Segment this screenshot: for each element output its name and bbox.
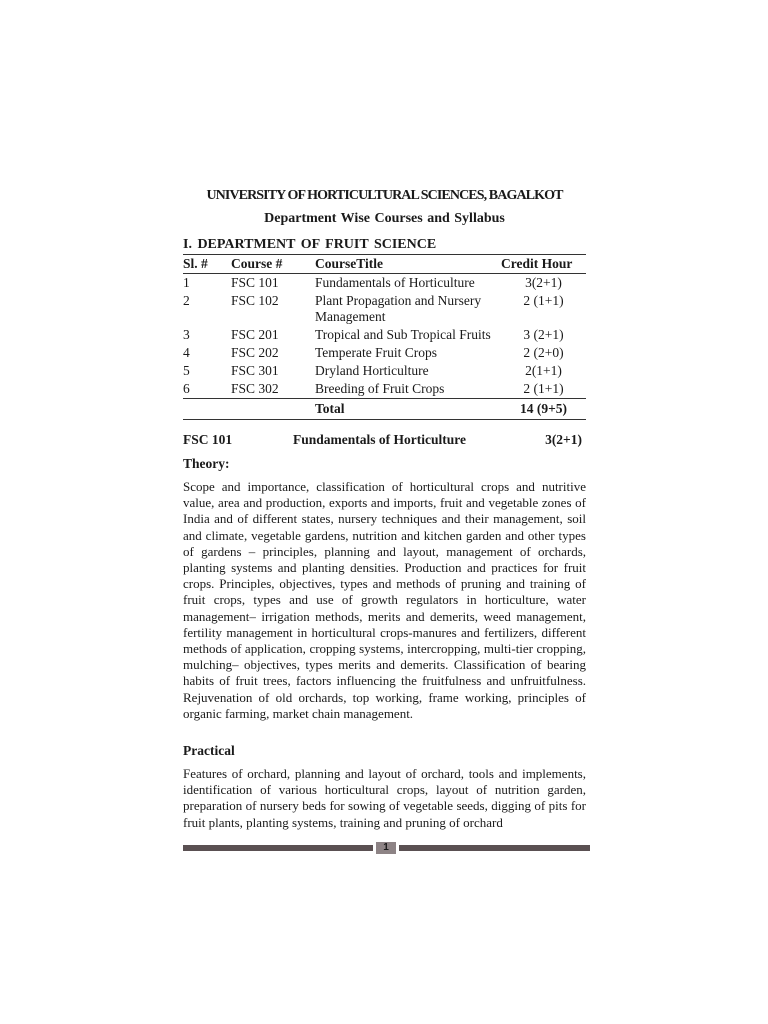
section-heading: I. DEPARTMENT OF FRUIT SCIENCE — [183, 237, 437, 252]
table-row — [183, 326, 586, 344]
col-header-course: Course # — [231, 255, 315, 274]
table-row — [183, 274, 586, 293]
cell-credit: 2 (2+0) — [523, 345, 564, 360]
cell-empty — [183, 399, 231, 420]
table-row — [183, 292, 586, 326]
course-credit: 3(2+1) — [545, 432, 582, 447]
cell-course: FSC 101 — [231, 275, 279, 290]
cell-credit: 2(1+1) — [525, 363, 562, 378]
cell-credit: 3 (2+1) — [523, 327, 564, 342]
university-title: UNIVERSITY OF HORTICULTURAL SCIENCES, BAGALKOT — [206, 188, 563, 203]
table-row — [183, 344, 586, 362]
footer-rule-right — [399, 845, 590, 851]
cell-sl: 1 — [183, 275, 190, 290]
cell-title: Plant Propagation and Nursery Management — [315, 293, 482, 324]
document-subtitle: Department Wise Courses and Syllabus — [264, 211, 505, 226]
cell-course: FSC 201 — [231, 327, 279, 342]
theory-paragraph: Scope and importance, classification of horticultural crops and nutritive value, area and production, exports and imports, fruit and vegetable zones of India and of different states, nursery techniques and their management, soil and climate, vegetable gardens, nutrition and kitchen garden and other types of gardens – principles, planning and layout, management of orchards, planting systems and planting densities. Production and practices for fruit crops. Principles, objectives, types and methods of pruning and training of fruit crops, types and use of growth regulators in horticulture, water management– irrigation methods, merits and demerits, weed management, fertility management in horticultural crops-manures and fertilizers, different methods of application, cropping systems, intercropping, multi-tier cropping, mulching– objectives, types merits and demerits. Classification of bearing habits of fruit trees, factors influencing the fruitfulness and unfruitfulness. Rejuvenation of old orchards, top working, frame working, principles of organic farming, market chain management. — [183, 479, 586, 721]
cell-empty — [231, 399, 315, 420]
col-header-title: CourseTitle — [315, 255, 501, 274]
cell-title: Temperate Fruit Crops — [315, 345, 438, 360]
table-row — [183, 362, 586, 380]
total-label: Total — [315, 399, 501, 420]
cell-sl: 2 — [183, 293, 190, 308]
cell-title: Fundamentals of Horticulture — [315, 275, 475, 290]
table-header-row — [183, 255, 586, 274]
cell-course: FSC 302 — [231, 381, 279, 396]
cell-sl: 6 — [183, 381, 190, 396]
table-row — [183, 380, 586, 399]
cell-sl: 5 — [183, 363, 190, 378]
table-total-row — [183, 399, 586, 420]
course-code: FSC 101 — [183, 432, 233, 447]
cell-title: Breeding of Fruit Crops — [315, 381, 445, 396]
cell-sl: 3 — [183, 327, 190, 342]
cell-sl: 4 — [183, 345, 190, 360]
cell-title: Dryland Horticulture — [315, 363, 429, 378]
course-title: Fundamentals of Horticulture — [293, 432, 466, 447]
practical-heading: Practical — [183, 743, 235, 758]
footer-rule-left — [183, 845, 373, 851]
total-value: 14 (9+5) — [501, 399, 586, 420]
col-header-credit: Credit Hour — [501, 255, 586, 274]
practical-paragraph: Features of orchard, planning and layout of orchard, tools and implements, identification of various horticultural crops, layout of nutrition garden, preparation of nursery beds for sowing of vegetable seeds, digging of pits for fruit plants, planting systems, training and pruning of orchard — [183, 766, 586, 830]
cell-credit: 3(2+1) — [525, 275, 562, 290]
col-header-sl: Sl. # — [183, 255, 231, 274]
cell-title: Tropical and Sub Tropical Fruits — [315, 327, 491, 342]
page-number: 1 — [376, 842, 396, 854]
course-heading — [183, 432, 586, 450]
cell-credit: 2 (1+1) — [523, 293, 564, 308]
course-table — [183, 254, 586, 420]
cell-credit: 2 (1+1) — [523, 381, 564, 396]
cell-course: FSC 202 — [231, 345, 279, 360]
cell-course: FSC 301 — [231, 363, 279, 378]
cell-course: FSC 102 — [231, 293, 279, 308]
theory-heading: Theory: — [183, 456, 230, 471]
